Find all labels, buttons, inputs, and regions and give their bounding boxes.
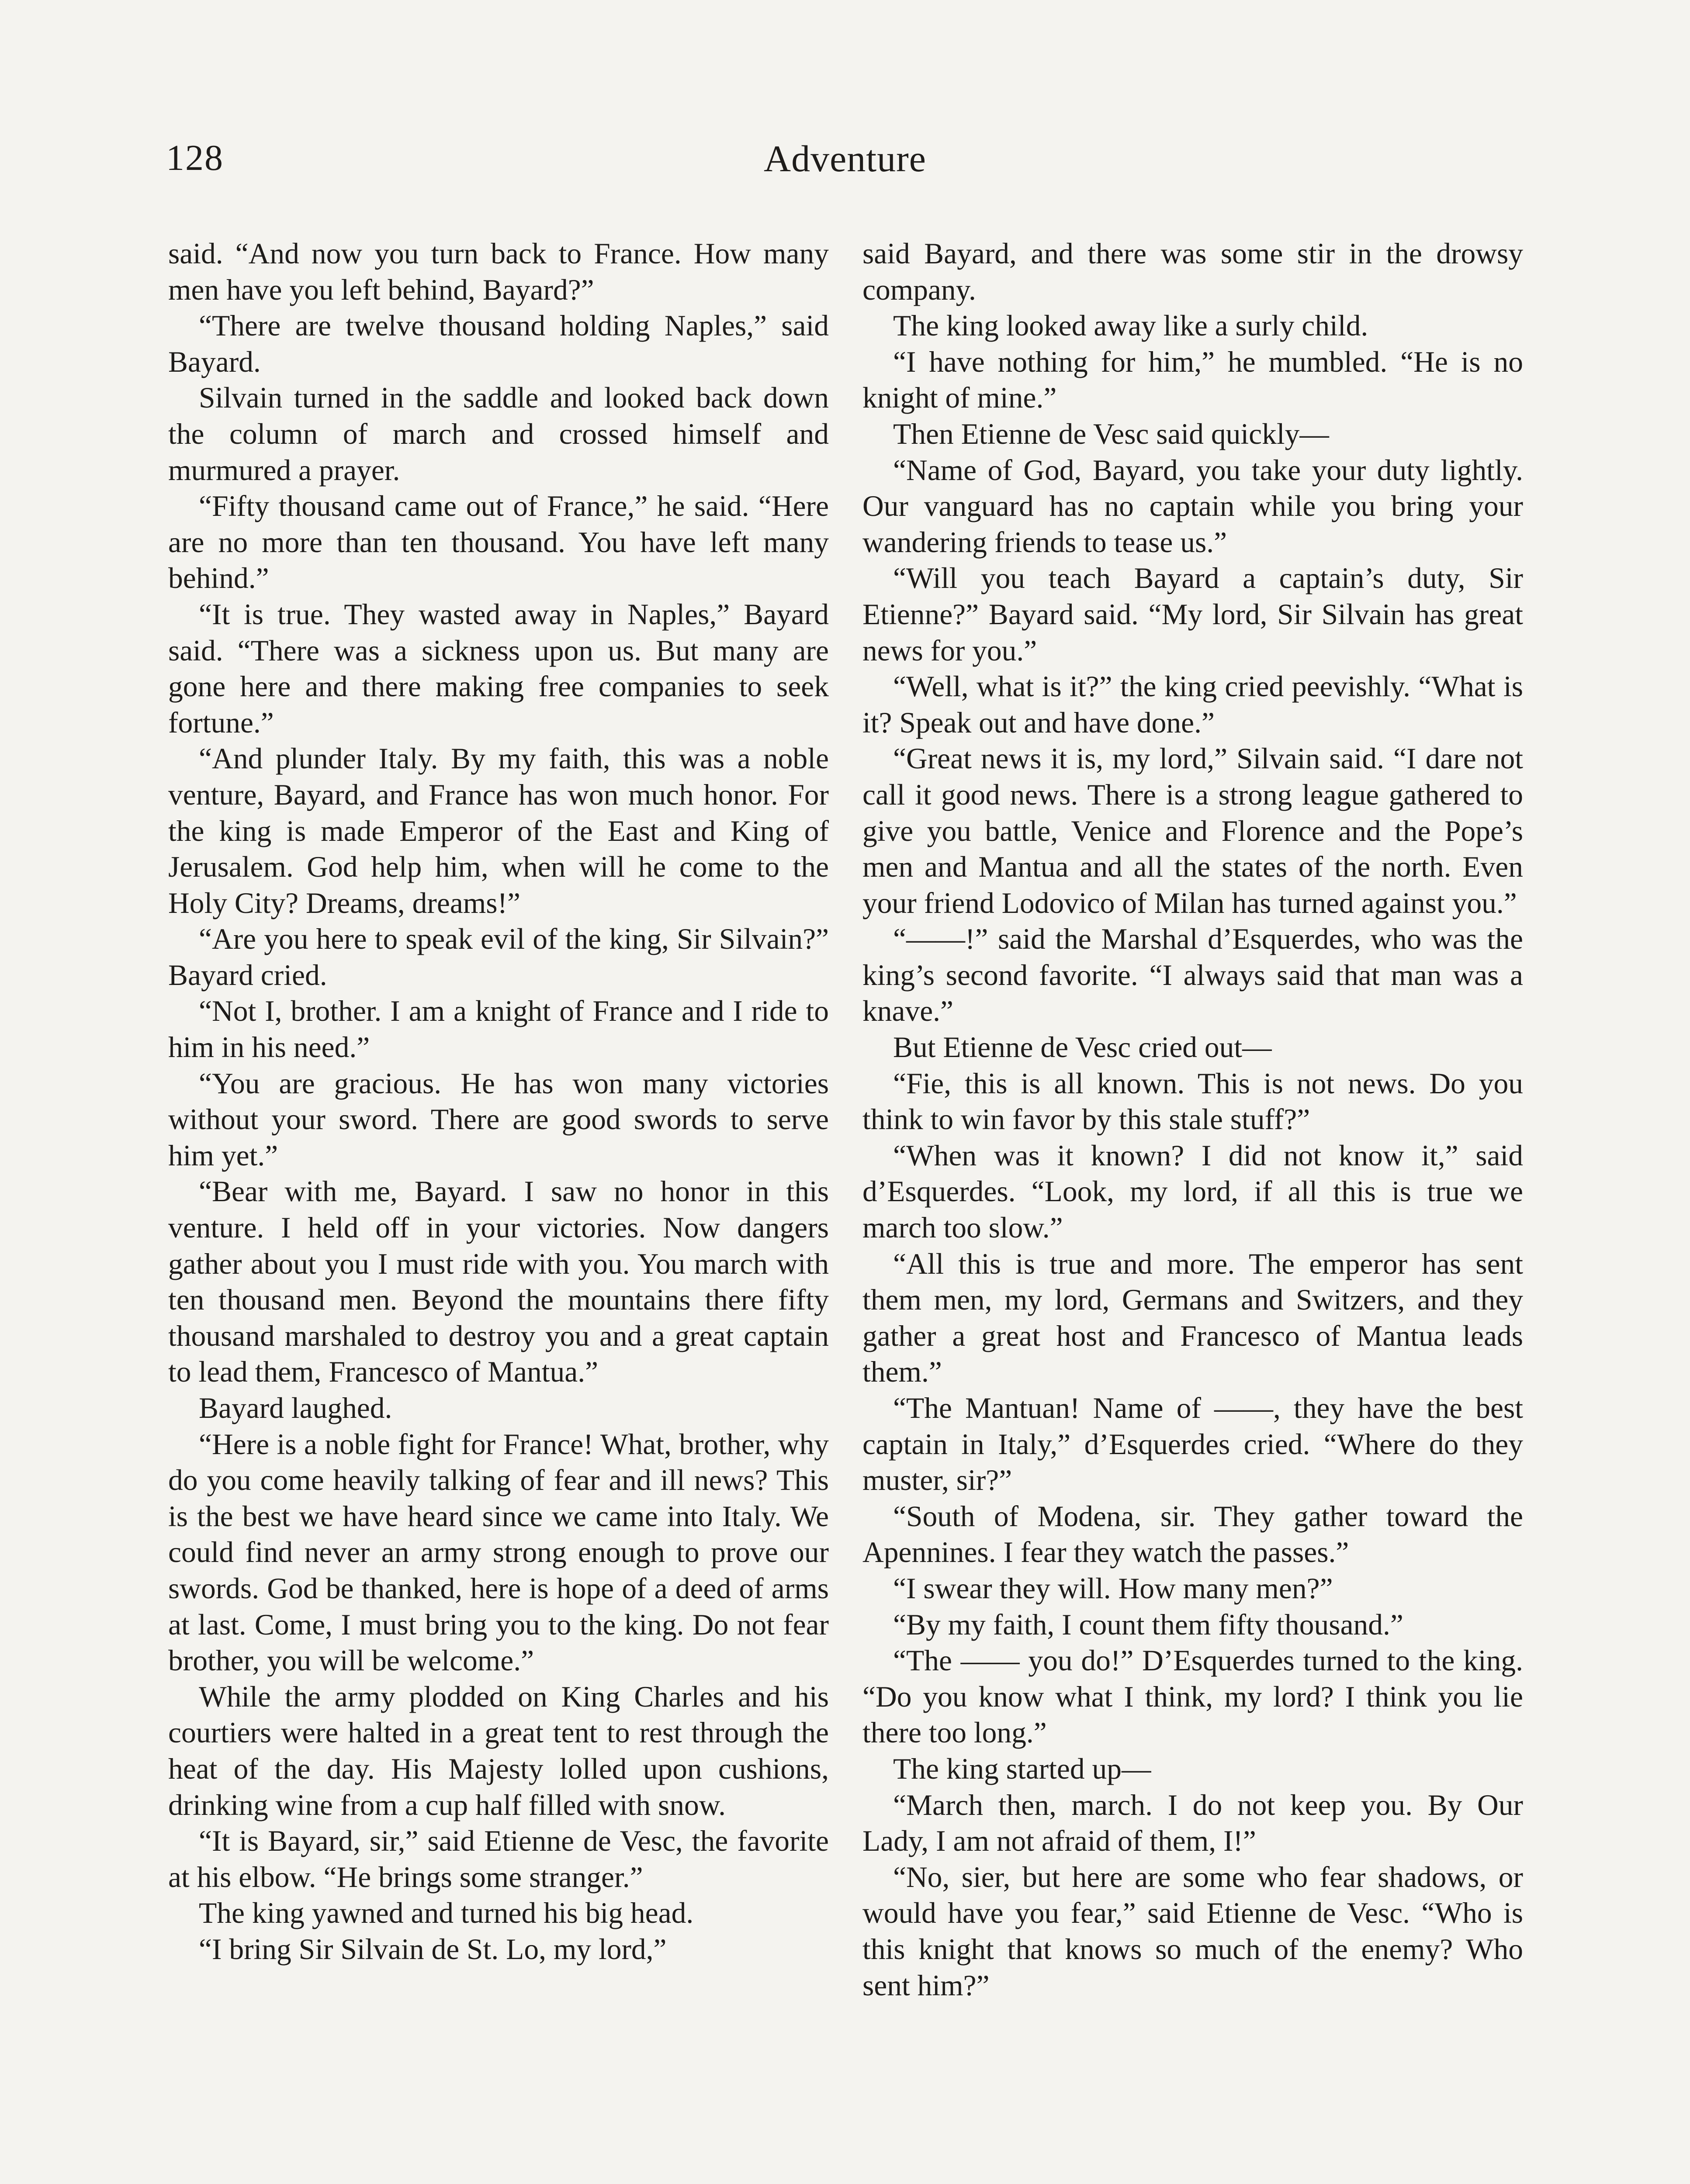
paragraph: “South of Modena, sir. They gather toward the Apennines. I fear they watch the passes.”: [862, 1500, 1523, 1569]
paragraph: “I bring Sir Silvain de St. Lo, my lord,”: [199, 1932, 667, 1966]
paragraph: “Here is a noble fight for France! What, brother, why do you come heavily talking of fear and ill news? This is the best we have heard since we came into Italy. We could find never an army strong enough to prove our swords. God be thanked, here is hope of a deed of arms at last. Come, I must bring you to the king. Do not fear brother, you will be welcome.”: [168, 1427, 829, 1677]
paragraph: The king yawned and turned his big head.: [199, 1897, 694, 1930]
left-text-column: [168, 236, 829, 1968]
paragraph: The king looked away like a surly child.: [893, 309, 1368, 342]
running-head: Adventure: [764, 138, 926, 180]
paragraph: “Will you teach Bayard a captain’s duty, Sir Etienne?” Bayard said. “My lord, Sir Silvain has great news for you.”: [862, 562, 1523, 667]
paragraph: “Not I, brother. I am a knight of France and I ride to him in his need.”: [168, 995, 829, 1064]
paragraph: “I swear they will. How many men?”: [893, 1572, 1333, 1605]
paragraph: “It is Bayard, sir,” said Etienne de Vesc, the favorite at his elbow. “He brings some stranger.”: [168, 1825, 829, 1894]
paragraph: Then Etienne de Vesc said quickly—: [893, 417, 1329, 450]
paragraph: “The Mantuan! Name of ——, they have the best captain in Italy,” d’Esquerdes cried. “Where do they muster, sir?”: [862, 1392, 1523, 1497]
paragraph: “All this is true and more. The emperor has sent them men, my lord, Germans and Switzers, and they gather a great host and Francesco of Mantua leads them.”: [862, 1247, 1523, 1389]
paragraph: “Name of God, Bayard, you take your duty lightly. Our vanguard has no captain while you bring your wandering friends to tease us.”: [862, 453, 1523, 559]
right-text-column: [862, 236, 1523, 2004]
page-number: 128: [166, 138, 224, 178]
paragraph: “And plunder Italy. By my faith, this was a noble venture, Bayard, and France has won much honor. For the king is made Emperor of the East and King of Jerusalem. God help him, when will he come to the Holy City? Dreams, dreams!”: [168, 742, 829, 919]
paragraph: “Are you here to speak evil of the king, Sir Silvain?” Bayard cried.: [168, 923, 829, 992]
paragraph: “March then, march. I do not keep you. By Our Lady, I am not afraid of them, I!”: [862, 1788, 1523, 1858]
paragraph: “Bear with me, Bayard. I saw no honor in this venture. I held off in your victories. Now dangers gather about you I must ride with you. You march with ten thousand men. Beyond the mountains there fifty thousand marshaled to destroy you and a great captain to lead them, Francesco of Mantua.”: [168, 1175, 829, 1389]
paragraph: said Bayard, and there was some stir in the drowsy company.: [862, 237, 1523, 306]
paragraph: said. “And now you turn back to France. How many men have you left behind, Bayard?”: [168, 237, 829, 306]
paragraph: “The —— you do!” D’Esquerdes turned to the king. “Do you know what I think, my lord? I think you lie there too long.”: [862, 1644, 1523, 1749]
paragraph: “There are twelve thousand holding Naples,” said Bayard.: [168, 309, 829, 378]
paragraph: “Fifty thousand came out of France,” he said. “Here are no more than ten thousand. You have left many behind.”: [168, 490, 829, 595]
paragraph: “No, sier, but here are some who fear shadows, or would have you fear,” said Etienne de Vesc. “Who is this knight that knows so much of the enemy? Who sent him?”: [862, 1860, 1523, 2002]
paragraph: “It is true. They wasted away in Naples,” Bayard said. “There was a sickness upon us. But many are gone here and there making free companies to seek fortune.”: [168, 598, 829, 739]
paragraph: “Fie, this is all known. This is not news. Do you think to win favor by this stale stuff?”: [862, 1067, 1523, 1136]
paragraph: “By my faith, I count them fifty thousand.”: [893, 1608, 1403, 1641]
paragraph: But Etienne de Vesc cried out—: [893, 1031, 1272, 1064]
paragraph: “When was it known? I did not know it,” said d’Esquerdes. “Look, my lord, if all this is true we march too slow.”: [862, 1139, 1523, 1244]
paragraph: “——!” said the Marshal d’Esquerdes, who was the king’s second favorite. “I always said that man was a knave.”: [862, 923, 1523, 1028]
paragraph: While the army plodded on King Charles and his courtiers were halted in a great tent to rest through the heat of the day. His Majesty lolled upon cushions, drinking wine from a cup half filled with snow.: [168, 1680, 829, 1821]
paragraph: Bayard laughed.: [199, 1392, 392, 1424]
paragraph: “You are gracious. He has won many victories without your sword. There are good swords to serve him yet.”: [168, 1067, 829, 1172]
paragraph: “Great news it is, my lord,” Silvain said. “I dare not call it good news. There is a strong league gathered to give you battle, Venice and Florence and the Pope’s men and Mantua and all the states of the north. Even your friend Lodovico of Milan has turned against you.”: [862, 742, 1523, 919]
paragraph: The king started up—: [893, 1752, 1151, 1785]
paragraph: “Well, what is it?” the king cried peevishly. “What is it? Speak out and have done.”: [862, 670, 1523, 739]
paragraph: Silvain turned in the saddle and looked back down the column of march and crossed himself and murmured a prayer.: [168, 381, 829, 487]
paragraph: “I have nothing for him,” he mumbled. “He is no knight of mine.”: [862, 345, 1523, 415]
